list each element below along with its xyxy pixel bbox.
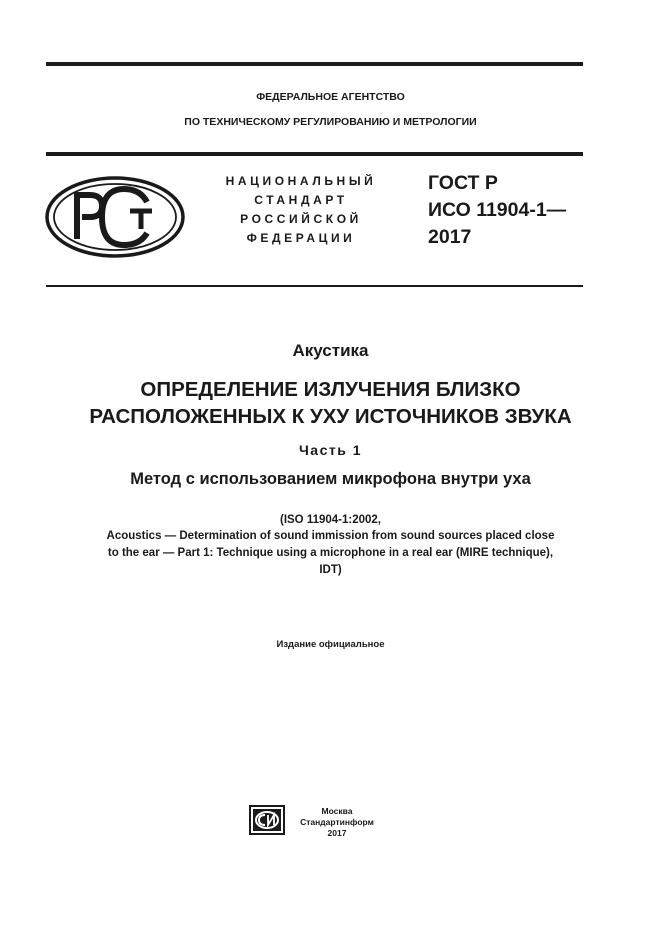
national-standard-line-3: РОССИЙСКОЙ	[240, 212, 362, 226]
part-label: Часть 1	[298, 442, 363, 458]
subject-heading: Акустика	[292, 341, 369, 360]
standard-code-line-3: 2017	[428, 226, 472, 248]
subtitle: Метод с использованием микрофона внутри уха	[130, 470, 531, 488]
top-rule	[46, 62, 583, 66]
national-standard-line-4: ФЕДЕРАЦИИ	[246, 231, 356, 245]
national-standard-line-1: НАЦИОНАЛЬНЫЙ	[225, 174, 377, 188]
standard-code-line-2: ИСО 11904-1—	[428, 199, 567, 221]
middle-rule	[46, 285, 583, 287]
edition-label: Издание официальное	[276, 639, 385, 650]
publisher-city: Москва	[321, 806, 353, 816]
rst-logo-icon	[44, 175, 186, 259]
title-line-1: ОПРЕДЕЛЕНИЕ ИЗЛУЧЕНИЯ БЛИЗКО	[140, 378, 521, 401]
iso-reference-line-2: Acoustics — Determination of sound immission from sound sources placed close	[106, 530, 555, 542]
iso-reference-line-1: (ISO 11904-1:2002,	[279, 514, 381, 526]
national-standard-line-2: СТАНДАРТ	[254, 193, 348, 207]
standartinform-logo-icon	[249, 805, 285, 835]
iso-reference-line-4: IDT)	[319, 564, 342, 576]
iso-reference-line-3: to the ear — Part 1: Technique using a microphone in a real ear (MIRE technique),	[107, 547, 554, 559]
standard-code-line-1: ГОСТ Р	[428, 172, 498, 194]
agency-line-2: ПО ТЕХНИЧЕСКОМУ РЕГУЛИРОВАНИЮ И МЕТРОЛОГИИ	[184, 116, 477, 128]
agency-line-1: ФЕДЕРАЛЬНОЕ АГЕНТСТВО	[256, 91, 405, 103]
publisher-year: 2017	[327, 828, 347, 838]
publisher-name: Стандартинформ	[300, 817, 374, 827]
title-line-2: РАСПОЛОЖЕННЫХ К УХУ ИСТОЧНИКОВ ЗВУКА	[89, 405, 572, 428]
header-rule	[46, 152, 583, 156]
